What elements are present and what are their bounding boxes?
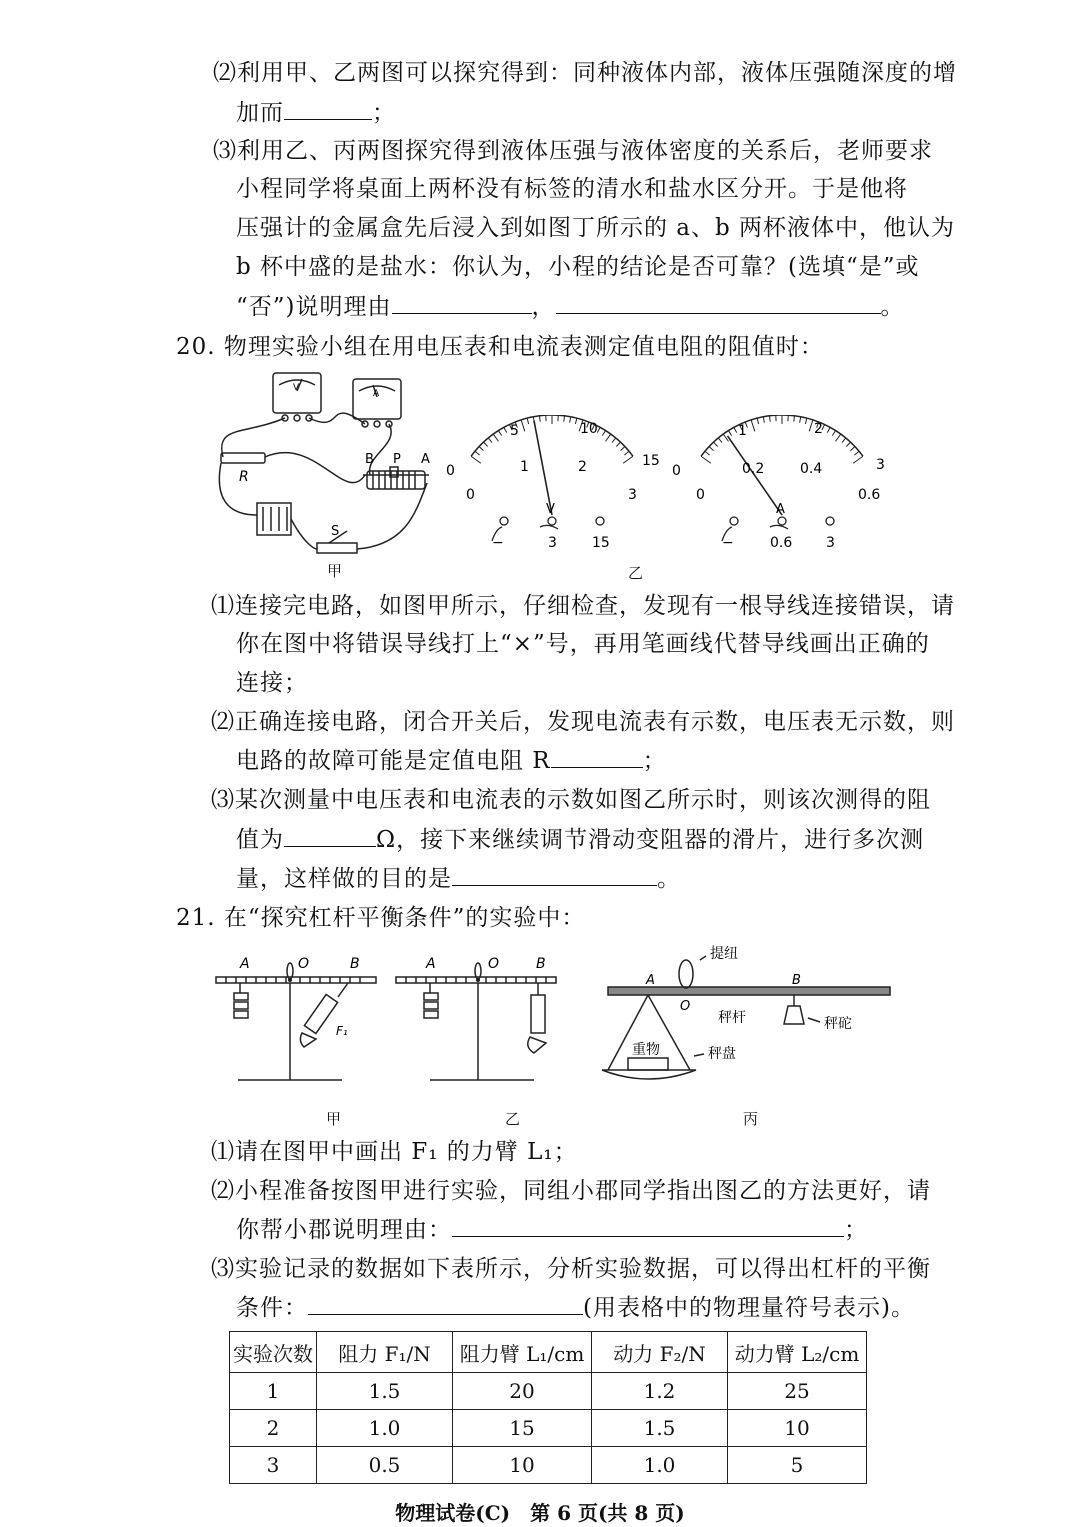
dial-tick [809,420,813,431]
table-header: 阻力臂 L₁/cm [453,1332,592,1373]
answer-blank[interactable] [551,745,643,768]
q20-part3-text3: 量，这样做的目的是 [236,866,452,892]
q21-part2-line1: ⑵小程准备按图甲进行实验，同组小郡同学指出图乙的方法更好，请 [211,1178,931,1204]
table-cell: 1.5 [317,1373,453,1410]
dial-tick [800,417,801,423]
fig21-jia-caption: 甲 [326,1110,342,1128]
q20-part1-line3: 连接； [236,670,308,696]
volt-top-tick-label: 5 [510,423,519,439]
q20-part1-line1: ⑴连接完电路，如图甲所示，仔细检查，发现有一根导线连接错误，请 [211,593,955,619]
table-row [230,1373,867,1410]
lever-label-O: O [298,956,310,972]
lever-label-O: O [488,956,500,972]
dial-tick [623,456,633,463]
table-row [230,1410,867,1447]
label-A: A [421,452,430,467]
ammeter-letter: A [373,389,380,399]
q21-title: 21. 在“探究杠杆平衡条件”的实验中： [176,905,586,931]
dial-tick [718,438,722,443]
q20-part2-line2 [236,745,667,776]
q20-part3-line2 [236,824,924,855]
table-cell: 10 [453,1447,592,1484]
battery-icon [257,503,291,535]
dial-tick [794,416,795,422]
q19-part2-line1: ⑵利用甲、乙两图可以探究得到：同种液体内部，液体压强随深度的增 [213,60,957,86]
q21-part3-line1: ⑶实验记录的数据如下表所示，分析实验数据，可以得出杠杆的平衡 [211,1256,931,1282]
dial-tick [521,420,525,431]
amp-top-tick-label: 3 [876,457,885,473]
label-S: S [331,524,340,539]
table-cell: 10 [728,1410,867,1447]
dial-tick [605,434,610,441]
volt-top-tick-label: 10 [580,421,598,437]
dial-tick [701,456,711,463]
q20-part3-line1: ⑶某次测量中电压表和电流表的示数如图乙所示时，则该次测得的阻 [211,787,931,813]
resistor-icon [221,453,265,463]
amp-top-tick-label: 0 [672,463,681,479]
q20-part2-line1: ⑵正确连接电路，闭合开关后，发现电流表有示数，电压表无示数，则 [211,709,955,735]
amp-bottom-tick-label: 0 [696,487,705,503]
dial-tick [714,442,718,446]
volt-top-tick-label: 0 [446,463,455,479]
answer-blank[interactable] [556,291,881,314]
table-cell: 1 [230,1373,317,1410]
q21-part3-text: 条件： [236,1295,308,1321]
label-chengtuo: 秤砣 [824,1016,852,1032]
table-row [230,1447,867,1484]
q20-part2-text: 电路的故障可能是定值电阻 R [236,748,551,774]
dial-tick [493,434,498,441]
ammeter-dial [701,415,863,515]
label-A: A [646,973,655,988]
volt-terminal-label: 15 [592,535,610,551]
table-header-row [230,1332,867,1373]
dial-tick [488,438,492,443]
dial-tick [851,447,855,451]
dial-tick [575,418,576,424]
dial-tick [757,418,758,424]
dial-tick [479,447,483,451]
table-cell: 0.5 [317,1447,453,1484]
fig21-yi-caption: 乙 [505,1110,521,1128]
answer-blank[interactable] [284,824,376,847]
label-chenggan: 秤杆 [718,1010,746,1026]
dial-tick [471,456,481,463]
q21-part2-end: ； [844,1217,868,1243]
volt-terminal-label: 3 [548,535,557,551]
amp-letter: A [776,502,785,517]
meter-dials [440,415,900,555]
dial-tick [539,416,540,422]
q19-part3-line1: ⑶利用乙、丙两图探究得到液体压强与液体密度的关系后，老师要求 [213,138,933,164]
amp-top-tick-label: 1 [738,423,747,439]
dial-tick [498,431,501,436]
q19-part2-end: ； [372,100,396,126]
label-chengpan: 秤盘 [708,1046,736,1062]
dial-tick [475,451,480,455]
q19-part2-text: 加而 [236,100,284,126]
page-footer: 物理试卷(C) 第 6 页(共 8 页) [395,1501,685,1525]
dial-tick [564,416,565,422]
ammeter-icon [353,379,401,419]
voltmeter-dial [471,415,633,515]
voltmeter-letter: V [293,383,300,393]
lever-label-B: B [536,956,546,972]
amp-terminal-label: 0.6 [770,535,793,551]
fig20-yi-caption: 乙 [628,564,644,582]
q20-title: 20. 物理实验小组在用电压表和电流表测定值电阻的阻值时： [176,334,824,360]
dial-tick [751,420,755,431]
answer-blank[interactable] [392,291,532,314]
q19-end: 。 [880,294,905,320]
dial-tick [842,438,846,443]
amp-terminal-label: − [722,535,734,551]
circuit-diagram [205,365,445,565]
q20-part3-end: 。 [657,866,681,892]
amp-terminal-label: 3 [826,535,835,551]
label-B: B [365,452,374,467]
q20-part3-text2: Ω，接下来继续调节滑动变阻器的滑片，进行多次测 [376,827,925,853]
amp-bottom-tick-label: 0.4 [800,461,823,477]
dial-tick [705,451,710,455]
dial-tick [805,418,806,424]
dial-tick [612,438,616,443]
volt-bottom-tick-label: 1 [520,459,529,475]
label-O: O [680,999,691,1014]
lever-label-A: A [426,956,436,972]
answer-blank[interactable] [452,1214,844,1237]
label-P: P [393,452,401,467]
q21-part3-end: (用表格中的物理量符号表示)。 [583,1295,915,1321]
dial-tick [484,442,488,446]
switch-icon [317,543,357,553]
dial-tick [723,434,728,441]
dial-tick [769,416,770,422]
volt-letter: V [546,502,555,517]
lever-figure-yi [390,955,570,1095]
dial-tick [853,456,863,463]
table-cell: 25 [728,1373,867,1410]
dial-tick [832,431,835,436]
dial-tick [616,442,620,446]
dial-tick [846,442,850,446]
dial-tick [624,451,629,455]
table-cell: 20 [453,1373,592,1410]
q21-part1: ⑴请在图甲中画出 F₁ 的力臂 L₁； [211,1139,578,1165]
answer-blank[interactable] [452,863,657,886]
table-cell: 1.2 [592,1373,728,1410]
amp-bottom-tick-label: 0.6 [858,487,881,503]
dial-tick [504,427,507,432]
label-tizu: 提纽 [710,946,738,962]
table-header: 动力 F₂/N [592,1332,728,1373]
dial-tick [570,417,571,423]
steelyard-figure [598,938,898,1088]
table-cell: 1.5 [592,1410,728,1447]
q19-part3-line5 [236,291,905,322]
q19-comma: ， [531,294,556,320]
dial-tick [709,447,713,451]
q19-part3-line2: 小程同学将桌面上两杯没有标签的清水和盐水区分开。于是他将 [236,176,908,202]
dial-tick [854,451,859,455]
dial-tick [728,431,731,436]
label-zhongwu: 重物 [632,1042,660,1058]
q20-part3-text: 值为 [236,827,284,853]
table-cell: 2 [230,1410,317,1447]
q20-part1-line2: 你在图中将错误导线打上“×”号，再用笔画线代替导线画出正确的 [236,631,930,657]
dial-tick [835,434,840,441]
table-cell: 1.0 [317,1410,453,1447]
table-cell: 1.0 [592,1447,728,1484]
volt-terminal-label: − [492,535,504,551]
dial-tick [763,417,764,423]
answer-blank[interactable] [284,97,372,120]
label-R: R [239,469,249,485]
rheostat-icon [367,471,425,489]
volt-bottom-tick-label: 3 [628,487,637,503]
volt-bottom-tick-label: 2 [578,459,587,475]
lever-label-B: B [350,956,360,972]
table-header: 实验次数 [230,1332,317,1373]
q20-part3-line3 [236,863,681,894]
q20-part2-end: ； [642,748,667,774]
q21-part2-line2 [236,1214,868,1245]
q19-part2-line2 [236,97,396,128]
table-header: 动力臂 L₂/cm [728,1332,867,1373]
dial-tick [734,427,737,432]
lever-figure-jia [210,955,390,1095]
force-label-F1: F₁ [336,1024,348,1038]
fig21-bing-caption: 丙 [743,1110,759,1128]
q21-part3-line2 [236,1292,915,1323]
table-cell: 3 [230,1447,317,1484]
dial-tick [621,447,625,451]
amp-bottom-tick-label: 0.2 [742,461,765,477]
q19-part3-text: “否”)说明理由 [236,294,392,320]
q19-part3-line4: b 杯中盛的是盐水：你认为，小程的结论是否可靠？(选填“是”或 [236,254,920,280]
data-table [229,1331,867,1484]
amp-top-tick-label: 2 [814,421,823,437]
table-cell: 5 [728,1447,867,1484]
voltmeter-icon [273,373,321,413]
volt-bottom-tick-label: 0 [466,487,475,503]
label-B: B [792,973,801,988]
lever-label-A: A [240,956,250,972]
fig20-jia-caption: 甲 [327,562,343,580]
table-cell: 15 [453,1410,592,1447]
dial-needle [534,421,552,515]
volt-top-tick-label: 15 [642,453,660,469]
q21-part2-text: 你帮小郡说明理由： [236,1217,452,1243]
dial-tick [602,431,605,436]
dial-tick [527,418,528,424]
table-header: 阻力 F₁/N [317,1332,453,1373]
q19-part3-line3: 压强计的金属盒先后浸入到如图丁所示的 a、b 两杯液体中，他认为 [236,215,956,241]
dial-tick [827,427,830,432]
answer-blank[interactable] [308,1292,583,1315]
